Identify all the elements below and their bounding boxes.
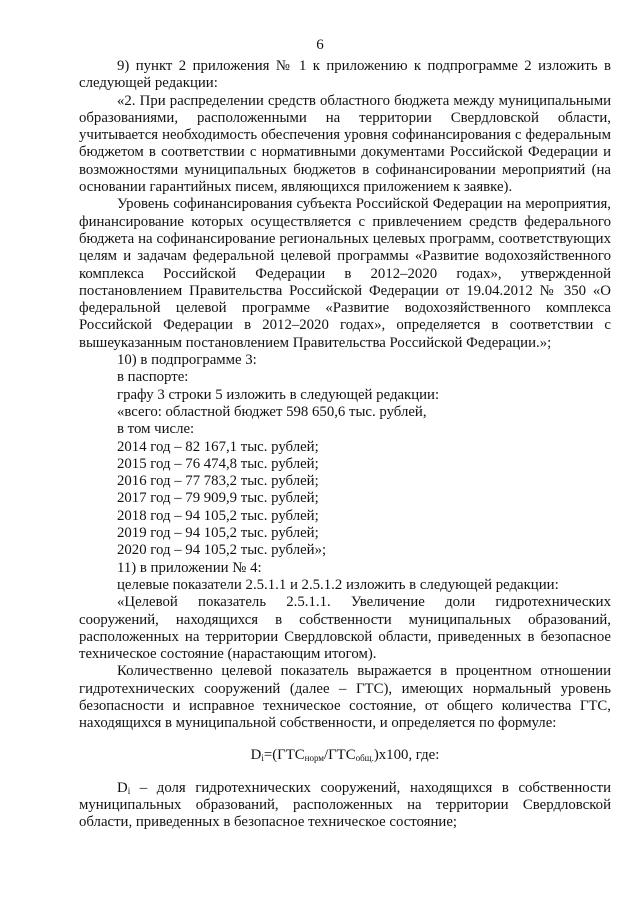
formula-eq-open: =(ГТС: [263, 746, 305, 763]
paragraph-cofinancing-level: Уровень софинансирования субъекта Российской Федерации на мероприятия, финансирование которых осуществляется с привлечением средств федерального бюджета на софинансирование региональных целевых программ, соответствующих целям и задачам федеральной целевой программы «Развитие водохозяйственного комплекса Российской Федерации в 2012–2020 годах», утвержденной постановлением Правительства Российской Федерации от 19.04.2012 № 350 «О федеральной целевой программе «Развитие водохозяйственного комплекса Российской Федерации в 2012–2020 годах», определяется в соответствии с вышеуказанным постановлением Правительства Российской Федерации.»;: [79, 196, 611, 351]
budget-year-2020: 2020 год – 94 105,2 тыс. рублей»;: [117, 542, 327, 559]
paragraph-indicator-2511: «Целевой показатель 2.5.1.1. Увеличение доли гидротехнических сооружений, находящихся в собственности муниципальных образований, расположенных на территории Свердловской области, приведенных в безопасное техническое состояние (нарастающим итогом).: [79, 594, 611, 663]
budget-year-2018: 2018 год – 94 105,2 тыс. рублей;: [117, 507, 319, 524]
definition-symbol: D: [117, 779, 128, 796]
formula-tail: )х100, где:: [373, 746, 440, 763]
formula: [79, 747, 611, 764]
paragraph-item-10: 10) в подпрограмме 3:: [117, 352, 257, 369]
budget-year-2019: 2019 год – 94 105,2 тыс. рублей;: [117, 525, 319, 542]
formula-lhs: D: [250, 746, 262, 763]
budget-year-2014: 2014 год – 82 167,1 тыс. рублей;: [117, 438, 319, 455]
document-body: [79, 58, 611, 832]
paragraph-quote-distribution: «2. При распределении средств областного бюджета между муниципальными образованиями, расположенными на территории Свердловской области, учитывается необходимость обеспечения уровня софинансирования с федеральным бюджетом в соответствии с нормативными документами Российской Федерации и возможностями муниципальных бюджетов в софинансировании мероприятий (на основании гарантийных писем, являющихся приложением к заявке).: [79, 92, 611, 196]
paragraph-item-11: 11) в приложении № 4:: [117, 559, 262, 576]
paragraph-passport: в паспорте:: [117, 369, 189, 386]
budget-year-2017: 2017 год – 79 909,9 тыс. рублей;: [117, 490, 319, 507]
formula-sub-total: общ.: [355, 752, 374, 763]
budget-year-2016: 2016 год – 77 783,2 тыс. рублей;: [117, 473, 319, 490]
definition-text: – доля гидротехнических сооружений, находящихся в собственности муниципальных образований, расположенных на территории Свердловской области, приведенных в безопасное техническое состояние;: [79, 779, 611, 831]
paragraph-indicators: целевые показатели 2.5.1.1 и 2.5.1.2 изложить в следующей редакции:: [117, 576, 559, 593]
page-number: 6: [316, 37, 324, 53]
budget-year-2015: 2015 год – 76 474,8 тыс. рублей;: [117, 455, 319, 472]
formula-sub-norm: норм: [304, 752, 325, 763]
formula-lhs-sub: i: [261, 752, 264, 763]
definition-symbol-sub: i: [127, 785, 131, 796]
formula-slash: /ГТС: [324, 746, 356, 763]
paragraph-item-9: 9) пункт 2 приложения № 1 к приложению к подпрограмме 2 изложить в следующей редакции:: [79, 58, 611, 92]
paragraph-column-3: графу 3 строки 5 изложить в следующей редакции:: [117, 386, 440, 403]
paragraph-definition: [79, 780, 611, 832]
paragraph-budget-total: «всего: областной бюджет 598 650,6 тыс. рублей,: [117, 403, 427, 420]
paragraph-including: в том числе:: [117, 421, 195, 438]
paragraph-quantitative: Количественно целевой показатель выражается в процентном отношении гидротехнических сооружений (далее – ГТС), имеющих нормальный уровень безопасности и исправное техническое состояние, от общего количества ГТС, находящихся в муниципальной собственности, и определяется по формуле:: [79, 663, 611, 732]
